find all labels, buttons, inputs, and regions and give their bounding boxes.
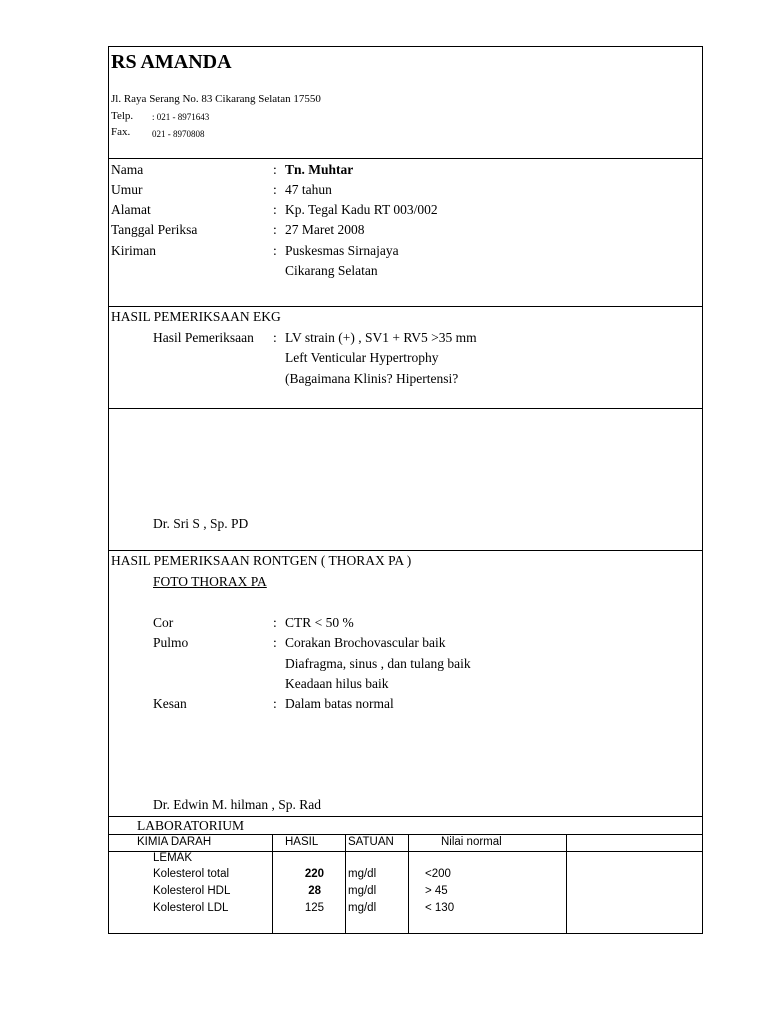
lab-row-result: 125 (304, 902, 324, 914)
referral-label: Kiriman (111, 243, 156, 258)
lab-row-unit: mg/dl (348, 885, 377, 897)
cor-label: Cor (153, 615, 174, 630)
divider-rontgen (108, 816, 703, 817)
patient-name-sep: : (273, 162, 277, 177)
rontgen-title: HASIL PEMERIKSAAN RONTGEN ( THORAX PA ) (111, 553, 412, 568)
telp-value: : 021 - 8971643 (152, 112, 210, 122)
lab-row-name: Kolesterol total (153, 868, 230, 880)
rontgen-subtitle: FOTO THORAX PA (153, 574, 267, 589)
exam-date-sep: : (273, 222, 277, 237)
cor-value: CTR < 50 % (285, 615, 354, 630)
divider-ekg (108, 408, 703, 409)
lab-row-result: 220 (304, 868, 324, 880)
lab-header-kimia: KIMIA DARAH (137, 836, 212, 848)
lab-row-normal: <200 (425, 868, 451, 880)
lab-row-result: 28 (308, 885, 321, 897)
hospital-address: Jl. Raya Serang No. 83 Cikarang Selatan 17550 (111, 93, 321, 105)
lab-title: LABORATORIUM (137, 818, 245, 833)
divider-patient (108, 306, 703, 307)
patient-name-value: Tn. Muhtar (285, 162, 354, 177)
lab-header-nilai-normal: Nilai normal (441, 836, 502, 848)
kesan-label: Kesan (153, 696, 187, 711)
lab-row-normal: < 130 (425, 902, 455, 914)
divider-lab-header (108, 851, 703, 852)
patient-age-sep: : (273, 182, 277, 197)
ekg-doctor: Dr. Sri S , Sp. PD (153, 516, 249, 531)
lab-row-unit: mg/dl (348, 902, 377, 914)
lab-header-hasil: HASIL (285, 836, 319, 848)
lab-col-line-3 (408, 834, 409, 934)
ekg-title: HASIL PEMERIKSAAN EKG (111, 309, 281, 324)
fax-value: 021 - 8970808 (152, 129, 205, 139)
ekg-result-line-1: LV strain (+) , SV1 + RV5 >35 mm (285, 330, 477, 345)
patient-address-label: Alamat (111, 202, 151, 217)
ekg-result-line-3: (Bagaimana Klinis? Hipertensi? (285, 371, 459, 386)
kesan-sep: : (273, 696, 277, 711)
exam-date-value: 27 Maret 2008 (285, 222, 365, 237)
ekg-result-label: Hasil Pemeriksaan (153, 330, 254, 345)
pulmo-line-3: Keadaan hilus baik (285, 676, 389, 691)
pulmo-label: Pulmo (153, 635, 189, 650)
divider-lab-title (108, 834, 703, 835)
pulmo-sep: : (273, 635, 277, 650)
ekg-result-line-2: Left Venticular Hypertrophy (285, 350, 439, 365)
telp-label: Telp. (111, 110, 134, 122)
lab-group-lemak: LEMAK (153, 852, 192, 864)
divider-ekg-doctor (108, 550, 703, 551)
lab-row-normal: > 45 (425, 885, 448, 897)
patient-address-sep: : (273, 202, 277, 217)
lab-col-line-4 (566, 834, 567, 934)
patient-address-value: Kp. Tegal Kadu RT 003/002 (285, 202, 438, 217)
pulmo-line-1: Corakan Brochovascular baik (285, 635, 446, 650)
lab-row-name: Kolesterol LDL (153, 902, 229, 914)
ekg-result-sep: : (273, 330, 277, 345)
lab-col-line-1 (272, 834, 273, 934)
referral-value: Puskesmas Sirnajaya (285, 243, 399, 258)
rontgen-doctor: Dr. Edwin M. hilman , Sp. Rad (153, 797, 321, 812)
divider-header (108, 158, 703, 159)
patient-name-label: Nama (111, 162, 144, 177)
patient-age-value: 47 tahun (285, 182, 332, 197)
referral-value-line2: Cikarang Selatan (285, 263, 378, 278)
fax-label: Fax. (111, 126, 131, 138)
pulmo-line-2: Diafragma, sinus , dan tulang baik (285, 656, 471, 671)
lab-row-unit: mg/dl (348, 868, 377, 880)
lab-row-name: Kolesterol HDL (153, 885, 231, 897)
lab-header-satuan: SATUAN (348, 836, 394, 848)
cor-sep: : (273, 615, 277, 630)
patient-age-label: Umur (111, 182, 143, 197)
lab-col-line-2 (345, 834, 346, 934)
exam-date-label: Tanggal Periksa (111, 222, 198, 237)
kesan-value: Dalam batas normal (285, 696, 394, 711)
referral-sep: : (273, 243, 277, 258)
hospital-name: RS AMANDA (111, 51, 232, 73)
